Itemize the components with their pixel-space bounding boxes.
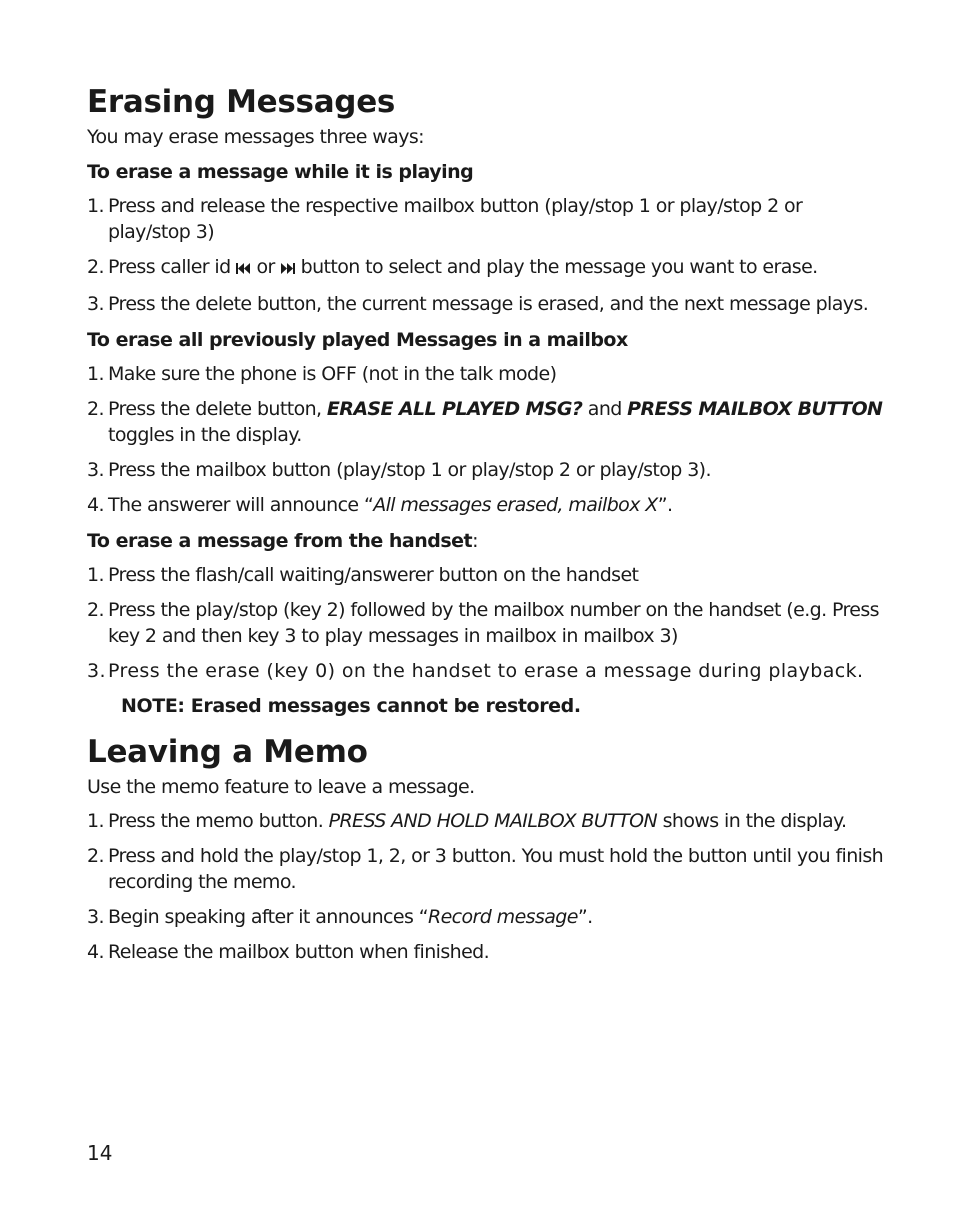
heading-handset: To erase a message from the handset: bbox=[87, 530, 479, 552]
list-item: 4. The answerer will announce “All messages erased, mailbox X”. bbox=[87, 494, 673, 516]
list-item: 1. Press the flash/call waiting/answerer button on the handset bbox=[87, 564, 639, 586]
list-item: 3. Begin speaking after it announces “Record message”. bbox=[87, 906, 593, 928]
section-title-erasing: Erasing Messages bbox=[87, 84, 396, 120]
list-item: 2. Press and hold the play/stop 1, 2, or 3 button. You must hold the button until you finish recording the memo. bbox=[87, 845, 884, 893]
section-title-memo: Leaving a Memo bbox=[87, 734, 368, 770]
list-item: 2. Press the play/stop (key 2) followed by the mailbox number on the handset (e.g. Press key 2 and then key 3 to play messages in mailbox in mailbox 3) bbox=[87, 599, 879, 647]
list-item: 1. Press the memo button. PRESS AND HOLD MAILBOX BUTTON shows in the display. bbox=[87, 810, 847, 832]
steps-all-played bbox=[87, 361, 887, 518]
note: NOTE: Erased messages cannot be restored. bbox=[121, 695, 581, 717]
list-item: 2. Press caller id or button to select and play the message you want to erase. bbox=[87, 254, 887, 282]
heading-all-played: To erase all previously played Messages in a mailbox bbox=[87, 329, 628, 351]
steps-handset bbox=[87, 562, 887, 684]
list-item: 3. Press the delete button, the current message is erased, and the next message plays. bbox=[87, 293, 869, 315]
steps-while-playing bbox=[87, 193, 887, 317]
steps-memo bbox=[87, 808, 887, 965]
list-item: 3. Press the mailbox button (play/stop 1 or play/stop 2 or play/stop 3). bbox=[87, 459, 711, 481]
heading-while-playing: To erase a message while it is playing bbox=[87, 161, 474, 183]
memo-section bbox=[87, 733, 887, 965]
skip-forward-icon bbox=[280, 256, 295, 282]
list-item: 1. Make sure the phone is OFF (not in the talk mode) bbox=[87, 363, 557, 385]
list-item: 3. Press the erase (key 0) on the handset to erase a message during playback. bbox=[87, 660, 864, 682]
list-item: 2. Press the delete button, ERASE ALL PLAYED MSG? and PRESS MAILBOX BUTTON toggles in the display. bbox=[87, 398, 883, 446]
list-item: 4. Release the mailbox button when finished. bbox=[87, 941, 490, 963]
manual-page bbox=[87, 83, 887, 965]
skip-back-icon bbox=[236, 256, 251, 282]
page-number: 14 bbox=[87, 1141, 113, 1165]
list-item: 1. Press and release the respective mailbox button (play/stop 1 or play/stop 2 or play/stop 3) bbox=[87, 195, 803, 243]
memo-intro: Use the memo feature to leave a message. bbox=[87, 776, 475, 798]
erasing-intro: You may erase messages three ways: bbox=[87, 126, 424, 148]
